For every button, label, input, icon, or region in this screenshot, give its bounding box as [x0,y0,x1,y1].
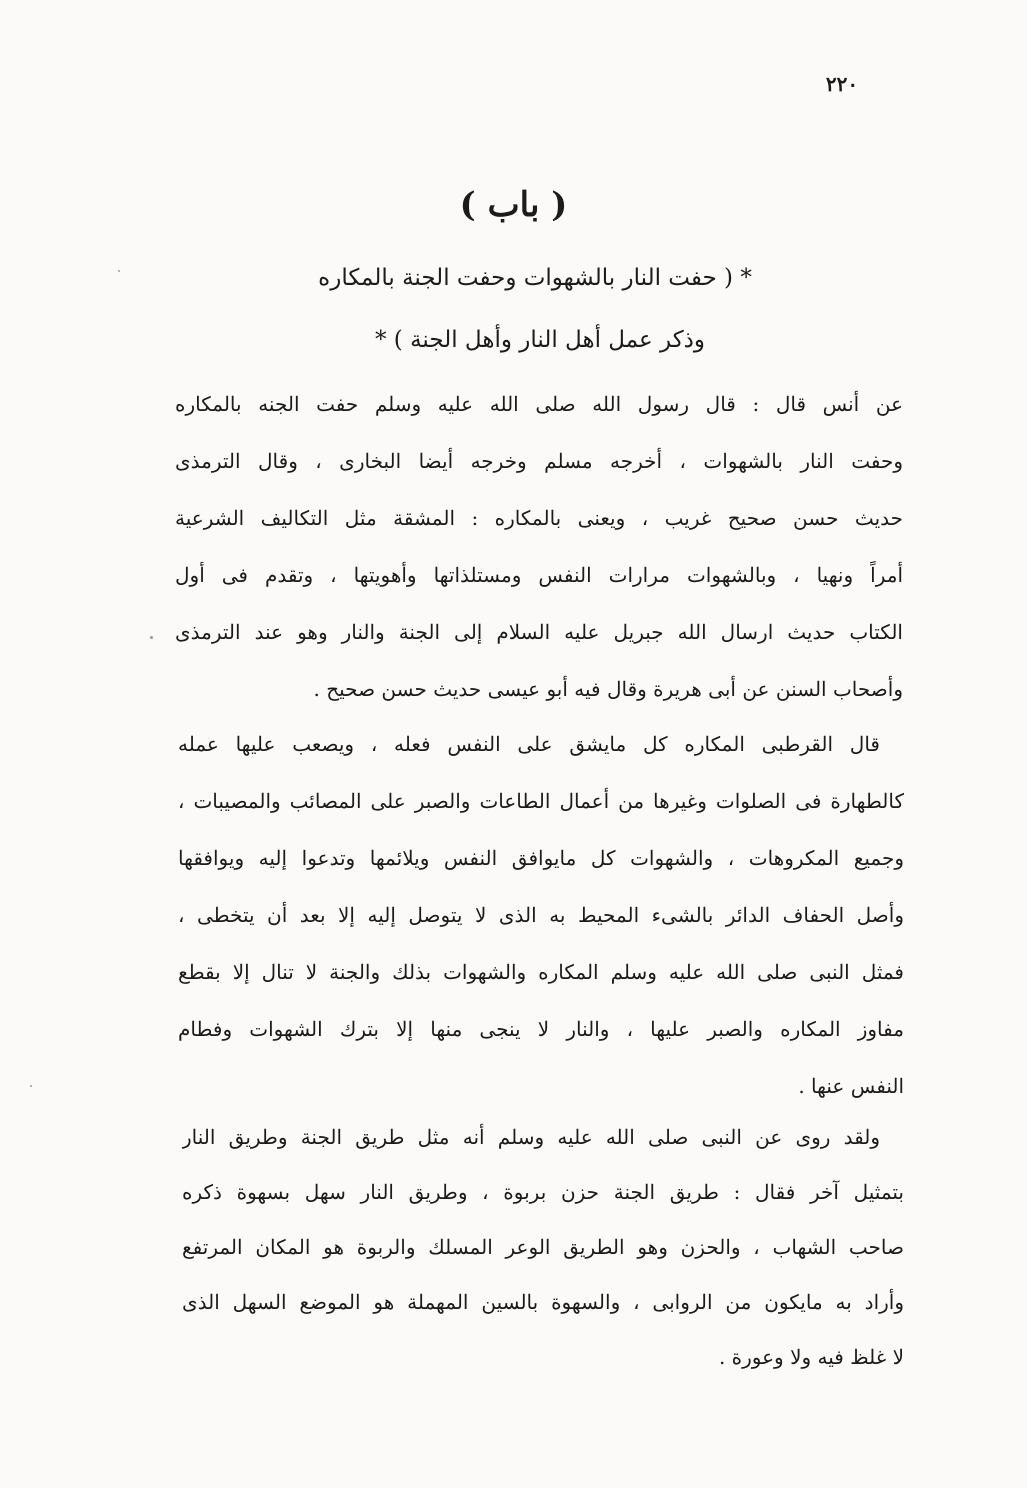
paragraph-3 [182,1110,904,1385]
paragraph-line: عن أنس قال : قال رسول الله صلى الله عليه وسلم حفت الجنه بالمكاره [175,392,903,416]
paragraph-line: النفس عنها . [798,1074,904,1098]
chapter-subtitle-line-1: * ( حفت النار بالشهوات وحفت الجنة بالمكاره [318,265,752,291]
chapter-subtitle-line-2: وذكر عمل أهل النار وأهل الجنة ) * [374,327,706,353]
paragraph-line: وحفت النار بالشهوات ، أخرجه مسلم وخرجه أيضا البخارى ، وقال الترمذى [175,449,903,473]
chapter-heading: ( باب ) [459,185,568,225]
paragraph-line: وجميع المكروهات ، والشهوات كل مايوافق النفس ويلائمها وتدعوا إليه ويوافقها [178,846,904,870]
paragraph-line: قال القرطبى المكاره كل مايشق على النفس فعله ، ويصعب عليها عمله [178,732,880,756]
paragraph-line: كالطهارة فى الصلوات وغيرها من أعمال الطاعات والصبر على المصائب والمصيبات ، [178,789,904,813]
scan-speck [150,636,153,639]
paragraph-line: وأصحاب السنن عن أبى هريرة وقال فيه أبو عيسى حديث حسن صحيح . [313,677,903,701]
page-number: ٢٢٠ [825,72,859,96]
scan-speck [30,1085,32,1087]
paragraph-line: وأصل الحفاف الدائر بالشىء المحيط به الذى لا يتوصل إليه إلا بعد أن يتخطى ، [178,903,904,927]
paragraph-line: الكتاب حديث ارسال الله جبريل عليه السلام إلى الجنة والنار وهو عند الترمذى [175,620,903,644]
scan-speck [118,270,120,272]
paragraph-line: لا غلظ فيه ولا وعورة . [718,1345,904,1369]
paragraph-line: وأراد به مايكون من الروابى ، والسهوة بالسين المهملة هو الموضع السهل الذى [182,1290,904,1314]
paragraph-line: حديث حسن صحيح غريب ، ويعنى بالمكاره : المشقة مثل التكاليف الشرعية [175,506,903,530]
paragraph-line: مفاوز المكاره والصبر عليها ، والنار لا ينجى منها إلا بترك الشهوات وفطام [178,1017,904,1041]
paragraph-line: صاحب الشهاب ، والحزن وهو الطريق الوعر المسلك والربوة هو المكان المرتفع [182,1235,904,1259]
paragraph-line: ولقد روى عن النبى صلى الله عليه وسلم أنه مثل طريق الجنة وطريق النار [182,1125,880,1149]
paragraph-line: بتمثيل آخر فقال : طريق الجنة حزن بربوة ، وطريق النار سهل بسهوة ذكره [182,1180,904,1204]
paragraph-1 [175,376,903,718]
paragraph-2 [178,716,904,1115]
paragraph-line: فمثل النبى صلى الله عليه وسلم المكاره والشهوات بذلك والجنة لا تنال إلا بقطع [178,960,904,984]
paragraph-line: أمراً ونهيا ، وبالشهوات مرارات النفس ومستلذاتها وأهويتها ، وتقدم فى أول [175,563,903,587]
